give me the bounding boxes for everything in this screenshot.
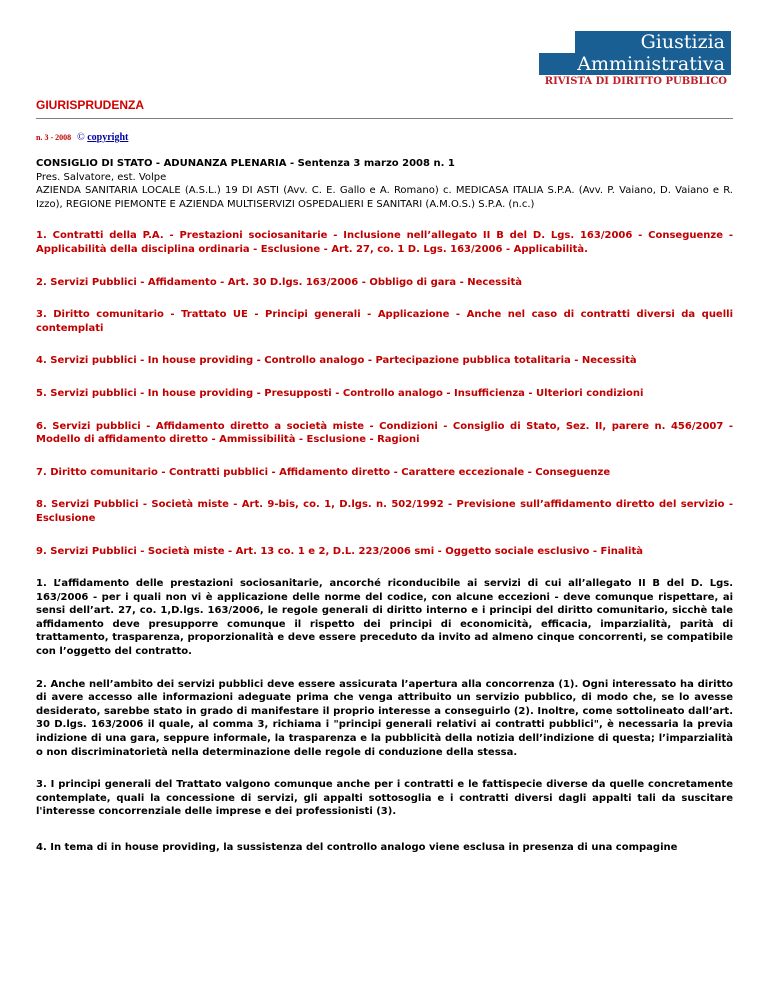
summary-paragraph: 4. In tema di in house providing, la sussistenza del controllo analogo viene esclusa in presenza di una compagine bbox=[36, 842, 678, 853]
copyright-text: copyright bbox=[87, 132, 129, 143]
issue-number: n. 3 - 2008 bbox=[36, 133, 72, 142]
massima-item: 6. Servizi pubblici - Affidamento diretto a società miste - Condizioni - Consiglio di Stato, Sez. II, parere n. 456/2007 - Modello di affidamento diretto - Ammissibilità - Esclusione - Ragioni bbox=[36, 420, 733, 446]
summary-paragraph: 2. Anche nell’ambito dei servizi pubblici deve essere assicurata l’apertura alla concorrenza (1). Ogni interessato ha diritto di avere accesso alle informazioni adeguate prima che venga attribuito un servizio pubblico, di modo che, se lo avesse desiderato, sarebbe stato in grado di manifestare il proprio interesse a conseguirlo (2). Inoltre, come sottolineato dall’art. 30 D.lgs. 163/2006 il quale, al comma 3, richiama i "principi generali relativi ai contratti pubblici", è necessaria la previa indizione di una gara, seppure informale, la trasparenza e la pubblicità della notizia dell’indizione di questa; l’imparzialità o non discriminatorietà nella determinazione delle regole di conduzione della stessa. bbox=[36, 678, 733, 758]
logo-subtitle: RIVISTA DI DIRITTO PUBBLICO bbox=[539, 75, 731, 89]
section-title: GIURISPRUDENZA bbox=[36, 98, 145, 112]
copyright-link[interactable] bbox=[77, 132, 128, 143]
logo-title-line2: Amministrativa bbox=[539, 53, 731, 75]
massima-item: 9. Servizi Pubblici - Società miste - Art. 13 co. 1 e 2, D.L. 223/2006 smi - Oggetto sociale esclusivo - Finalità bbox=[36, 545, 643, 557]
journal-logo bbox=[539, 31, 731, 89]
massima-item: 5. Servizi pubblici - In house providing - Presupposti - Controllo analogo - Insufficienza - Ulteriori condizioni bbox=[36, 387, 644, 399]
logo-title-line1: Giustizia bbox=[575, 31, 731, 53]
court-decision-title: CONSIGLIO DI STATO - ADUNANZA PLENARIA - Sentenza 3 marzo 2008 n. 1 bbox=[36, 158, 455, 169]
document-body bbox=[36, 157, 733, 855]
header-divider bbox=[36, 118, 733, 119]
massima-item: 7. Diritto comunitario - Contratti pubblici - Affidamento diretto - Carattere eccezionale - Conseguenze bbox=[36, 466, 611, 478]
massima-item: 2. Servizi Pubblici - Affidamento - Art. 30 D.lgs. 163/2006 - Obbligo di gara - Necessità bbox=[36, 276, 522, 288]
parties-line: AZIENDA SANITARIA LOCALE (A.S.L.) 19 DI ASTI (Avv. C. E. Gallo e A. Romano) c. MEDICASA ITALIA S.P.A. (Avv. P. Vaiano, D. Vaiano e R. Izzo), REGIONE PIEMONTE E AZIENDA MULTISERVIZI OSPEDALIERI E SANITARI (A.M.O.S.) S.P.A. (n.c.) bbox=[36, 185, 733, 210]
copyright-symbol: © bbox=[77, 132, 85, 143]
massima-item: 4. Servizi pubblici - In house providing - Controllo analogo - Partecipazione pubblica totalitaria - Necessità bbox=[36, 355, 637, 367]
judges-line: Pres. Salvatore, est. Volpe bbox=[36, 171, 167, 183]
massima-item: 1. Contratti della P.A. - Prestazioni sociosanitarie - Inclusione nell’allegato II B del D. Lgs. 163/2006 - Conseguenze - Applicabilità della disciplina ordinaria - Esclusione - Art. 27, co. 1 D. Lgs. 163/2006 - Applicabilità. bbox=[36, 230, 733, 255]
massima-item: 8. Servizi Pubblici - Società miste - Art. 9-bis, co. 1, D.lgs. n. 502/1992 - Previsione sull’affidamento diretto del servizio - Esclusione bbox=[36, 499, 733, 524]
summary-paragraph: 1. L’affidamento delle prestazioni sociosanitarie, ancorché riconducibile ai servizi di cui all’allegato II B del D. Lgs. 163/2006 - per i quali non vi è applicazione delle norme del codice, con alcune eccezioni - deve comunque rispettare, ai sensi dell’art. 27, co. 1,D.lgs. 163/2006, le regole generali di diritto interno e i principi del diritto comunitario, sicchè tale affidamento deve presupporre comunque il rispetto dei principi di economicità, efficacia, imparzialità, parità di trattamento, trasparenza, proporzionalità e deve essere preceduto da invito ad almeno cinque concorrenti, se compatibile con l’oggetto del contratto. bbox=[36, 578, 733, 658]
issue-line bbox=[36, 132, 128, 143]
summary-paragraph: 3. I principi generali del Trattato valgono comunque anche per i contratti e le fattispecie diverse da quelle concretamente contemplate, quali la concessione di servizi, gli appalti sottosoglia e i contratti diversi dagli appalti tali da suscitare l'interesse concorrenziale delle imprese e dei professionisti (3). bbox=[36, 779, 733, 818]
massima-item: 3. Diritto comunitario - Trattato UE - Principi generali - Applicazione - Anche nel caso di contratti diversi da quelli contemplati bbox=[36, 309, 733, 334]
